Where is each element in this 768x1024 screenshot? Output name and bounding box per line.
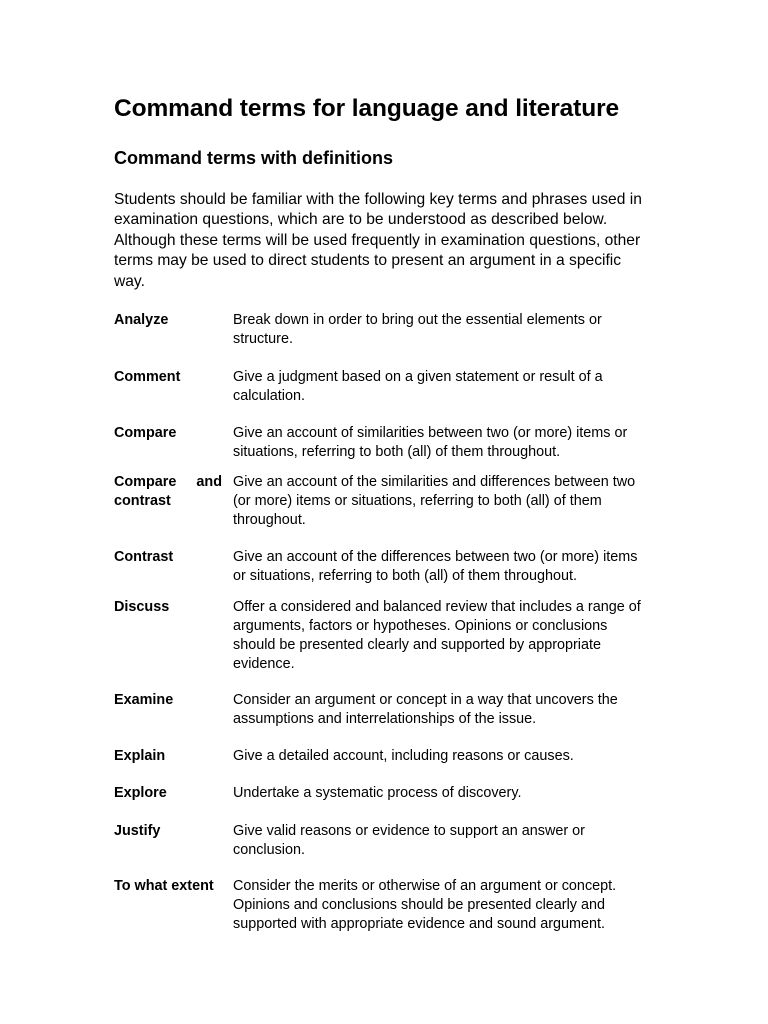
term-label: Contrast: [114, 549, 174, 565]
intro-paragraph: Students should be familiar with the following key terms and phrases used in examination questions, which are to be understood as described below. Although these terms will be used frequently in examination questions, other terms may be used to direct students to present an argument in a specific way.: [114, 191, 642, 290]
term-label: To what extent: [114, 878, 214, 894]
term-label: Explore: [114, 785, 167, 801]
term-label: Compare and contrast: [114, 474, 222, 509]
term-definition: Give an account of the differences between two (or more) items or situations, referring to both (all) of them throughout.: [233, 549, 638, 584]
term-definition: Consider an argument or concept in a way that uncovers the assumptions and interrelationships of the issue.: [233, 692, 618, 727]
term-definition: Give an account of the similarities and differences between two (or more) items or situations, referring to both (all) of them throughout.: [233, 474, 636, 528]
term-definition: Give an account of similarities between two (or more) items or situations, referring to both (all) of them throughout.: [233, 425, 628, 460]
term-definition: Undertake a systematic process of discovery.: [233, 785, 522, 801]
section-heading: Command terms with definitions: [114, 148, 394, 168]
term-label: Justify: [114, 823, 161, 839]
page-title: Command terms for language and literature: [114, 95, 620, 122]
term-label: Analyze: [114, 312, 169, 328]
term-definition: Give a detailed account, including reasons or causes.: [233, 748, 574, 764]
term-definition: Consider the merits or otherwise of an argument or concept. Opinions and conclusions should be presented clearly and supported with appropriate evidence and sound argument.: [233, 878, 617, 932]
term-label: Examine: [114, 692, 174, 708]
term-label: Explain: [114, 748, 166, 764]
term-definition: Offer a considered and balanced review that includes a range of arguments, factors or hypotheses. Opinions or conclusions should be presented clearly and supported by appropriate evidence.: [233, 599, 641, 672]
term-label: Discuss: [114, 599, 170, 615]
term-definition: Give valid reasons or evidence to support an answer or conclusion.: [233, 823, 585, 858]
term-label: Compare: [114, 425, 177, 441]
term-definition: Break down in order to bring out the essential elements or structure.: [233, 312, 602, 347]
term-label: Comment: [114, 369, 181, 385]
term-definition: Give a judgment based on a given statement or result of a calculation.: [233, 369, 603, 404]
